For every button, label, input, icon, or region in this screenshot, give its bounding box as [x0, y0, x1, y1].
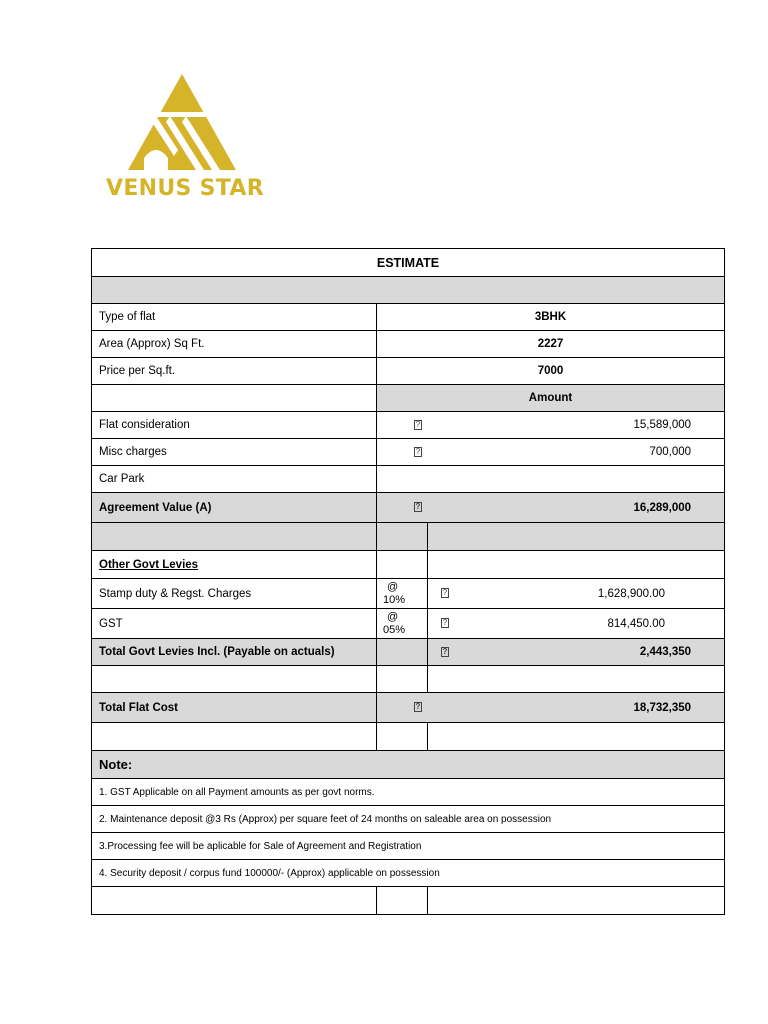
brand-name: VENUS STAR: [106, 176, 264, 201]
note-item: 4. Security deposit / corpus fund 100000/- (Approx) applicable on possession: [92, 860, 725, 887]
gst-at: @: [387, 610, 399, 623]
total-flat-cost-value: 18,732,350: [633, 701, 692, 714]
agreement-value-amount: 16,289,000: [633, 501, 692, 514]
triangle-arches-logo-icon: [126, 72, 238, 172]
total-govt-levies-label: Total Govt Levies Incl. (Payable on actuals): [92, 639, 377, 666]
gst-rate: 05%: [383, 623, 406, 636]
area-label: Area (Approx) Sq Ft.: [92, 331, 377, 358]
flat-consideration-label: Flat consideration: [92, 412, 377, 439]
estimate-table: [91, 248, 725, 915]
table-row: [92, 331, 725, 358]
agreement-value-label: Agreement Value (A): [92, 493, 377, 523]
table-row: [92, 493, 725, 523]
gst-label: GST: [92, 609, 377, 639]
price-per-sqft-label: Price per Sq.ft.: [92, 358, 377, 385]
venus-star-logo: [100, 72, 270, 204]
misc-charges-value: 700,000: [649, 446, 692, 458]
rupee-symbol-icon: ?: [442, 646, 448, 656]
stamp-duty-at: @: [387, 580, 399, 593]
rupee-symbol-icon: ?: [415, 702, 421, 712]
misc-charges-label: Misc charges: [92, 439, 377, 466]
car-park-label: Car Park: [92, 466, 377, 493]
table-row: [92, 551, 725, 579]
rupee-symbol-icon: ?: [442, 588, 448, 598]
table-row: [92, 385, 725, 412]
other-govt-levies-heading: Other Govt Levies: [92, 551, 377, 579]
rupee-symbol-icon: ?: [415, 502, 421, 512]
car-park-value: [377, 466, 725, 493]
total-flat-cost-label: Total Flat Cost: [92, 693, 377, 723]
type-of-flat-label: Type of flat: [92, 304, 377, 331]
flat-consideration-value: 15,589,000: [633, 419, 692, 431]
note-item: 1. GST Applicable on all Payment amounts as per govt norms.: [92, 779, 725, 806]
table-row: [92, 639, 725, 666]
table-row: [92, 693, 725, 723]
note-item: 2. Maintenance deposit @3 Rs (Approx) per square feet of 24 months on saleable area on possession: [92, 806, 725, 833]
gray-spacer-row: [92, 277, 725, 304]
table-row: [92, 579, 725, 609]
type-of-flat-value: 3BHK: [377, 304, 725, 331]
price-per-sqft-value: 7000: [377, 358, 725, 385]
amount-header: Amount: [377, 385, 725, 412]
rupee-symbol-icon: ?: [442, 618, 448, 628]
estimate-title: ESTIMATE: [92, 249, 725, 277]
rupee-symbol-icon: ?: [415, 446, 421, 456]
area-value: 2227: [377, 331, 725, 358]
table-row: [92, 412, 725, 439]
table-row: [92, 609, 725, 639]
table-row: [92, 304, 725, 331]
table-row: [92, 466, 725, 493]
rupee-symbol-icon: ?: [415, 419, 421, 429]
stamp-duty-value: 1,628,900.00: [597, 587, 666, 600]
note-heading: Note:: [92, 751, 725, 779]
table-row: [92, 439, 725, 466]
stamp-duty-rate: 10%: [383, 593, 406, 606]
table-row: [92, 358, 725, 385]
note-item: 3.Processing fee will be aplicable for Sale of Agreement and Registration: [92, 833, 725, 860]
gst-value: 814,450.00: [607, 617, 666, 630]
stamp-duty-label: Stamp duty & Regst. Charges: [92, 579, 377, 609]
total-govt-levies-value: 2,443,350: [639, 646, 692, 658]
